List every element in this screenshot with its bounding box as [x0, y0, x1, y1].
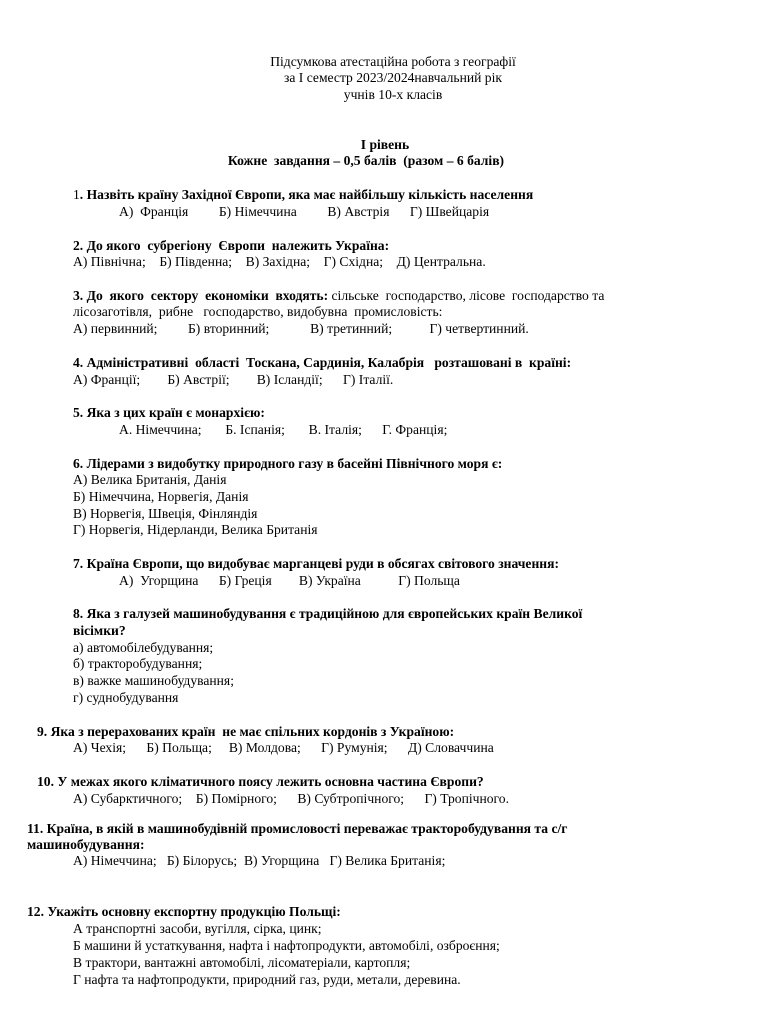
- header-line-3: учнів 10-х класів: [343, 87, 443, 102]
- question-8-option-a: а) автомобілебудування;: [73, 640, 214, 655]
- question-3-text-2: лісозаготівля, рибне господарство, видобувна промисловість:: [73, 304, 443, 319]
- question-3-text-1: сільське господарство, лісове господарство та: [328, 288, 605, 303]
- question-9-answers: А) Чехія; Б) Польща; В) Молдова; Г) Румунія; Д) Словаччина: [73, 740, 494, 755]
- question-4-answers: А) Франції; Б) Австрії; В) Ісландії; Г) Італії.: [73, 372, 394, 387]
- question-12-option-d: Г нафта та нафтопродукти, природний газ, руди, метали, деревина.: [73, 972, 461, 987]
- question-6: 6. Лідерами з видобутку природного газу в басейні Північного моря є:: [73, 456, 503, 471]
- question-10: 10. У межах якого кліматичного поясу лежить основна частина Європи?: [37, 774, 484, 789]
- question-6-option-d: Г) Норвегія, Нідерланди, Велика Британія: [73, 522, 318, 537]
- question-2: 2. До якого субрегіону Європи належить Україна:: [73, 238, 390, 253]
- question-9: 9. Яка з перерахованих країн не має спільних кордонів з Україною:: [37, 724, 455, 739]
- question-7-answers: А) Угорщина Б) Греція В) Україна Г) Польща: [119, 573, 460, 588]
- level-title: І рівень: [360, 137, 410, 152]
- question-8-option-d: г) суднобудування: [73, 690, 179, 705]
- question-8-option-c: в) важке машинобудування;: [73, 673, 234, 688]
- header-line-1: Підсумкова атестаційна робота з географії: [270, 54, 516, 69]
- question-12: 12. Укажіть основну експортну продукцію Польщі:: [27, 904, 341, 919]
- question-1: [73, 186, 533, 203]
- question-3-answers: А) первинний; Б) вторинний; В) третинний; Г) четвертинний.: [73, 321, 529, 336]
- question-4: 4. Адміністративні області Тоскана, Сардинія, Калабрія розташовані в країні:: [73, 355, 572, 370]
- question-6-option-a: А) Велика Британія, Данія: [73, 472, 227, 487]
- question-12-option-b: Б машини й устаткування, нафта і нафтопродукти, автомобілі, озброєння;: [73, 938, 500, 953]
- question-8-line-1: 8. Яка з галузей машинобудування є традиційною для європейських країн Великої: [73, 606, 583, 621]
- question-3-bold: 3. До якого сектору економіки входять:: [73, 288, 329, 303]
- question-8-line-2: вісімки?: [73, 623, 126, 638]
- question-12-option-c: В трактори, вантажні автомобілі, лісоматеріали, картопля;: [73, 955, 411, 970]
- question-11-line-1: 11. Країна, в якій в машинобудівній промисловості переважає тракторобудування та с/г: [27, 821, 568, 836]
- question-1-number: 1: [73, 187, 80, 202]
- question-11-answers: А) Німеччина; Б) Білорусь; В) Угорщина Г) Велика Британія;: [73, 853, 446, 868]
- question-3: [73, 287, 604, 304]
- question-6-option-c: В) Норвегія, Швеція, Фінляндія: [73, 506, 258, 521]
- question-11-line-2: машинобудування:: [27, 837, 145, 852]
- header-line-2: за І семестр 2023/2024навчальний рік: [283, 70, 502, 85]
- question-2-answers: А) Північна; Б) Південна; В) Західна; Г) Східна; Д) Центральна.: [73, 254, 486, 269]
- question-8-option-b: б) тракторобудування;: [73, 656, 203, 671]
- question-5: 5. Яка з цих країн є монархією:: [73, 405, 265, 420]
- question-10-answers: А) Субарктичного; Б) Помірного; В) Субтропічного; Г) Тропічного.: [73, 791, 509, 806]
- question-7: 7. Країна Європи, що видобуває марганцеві руди в обсягах світового значення:: [73, 556, 559, 571]
- question-12-option-a: А транспортні засоби, вугілля, сірка, цинк;: [73, 921, 322, 936]
- question-1-answers: А) Франція Б) Німеччина В) Австрія Г) Швейцарія: [119, 204, 490, 219]
- question-6-option-b: Б) Німеччина, Норвегія, Данія: [73, 489, 249, 504]
- level-scoring: Кожне завдання – 0,5 балів (разом – 6 балів): [227, 153, 505, 168]
- question-5-answers: А. Німеччина; Б. Іспанія; В. Італія; Г. Франція;: [119, 422, 448, 437]
- question-1-text: . Назвіть країну Західної Європи, яка має найбільшу кількість населення: [79, 187, 534, 202]
